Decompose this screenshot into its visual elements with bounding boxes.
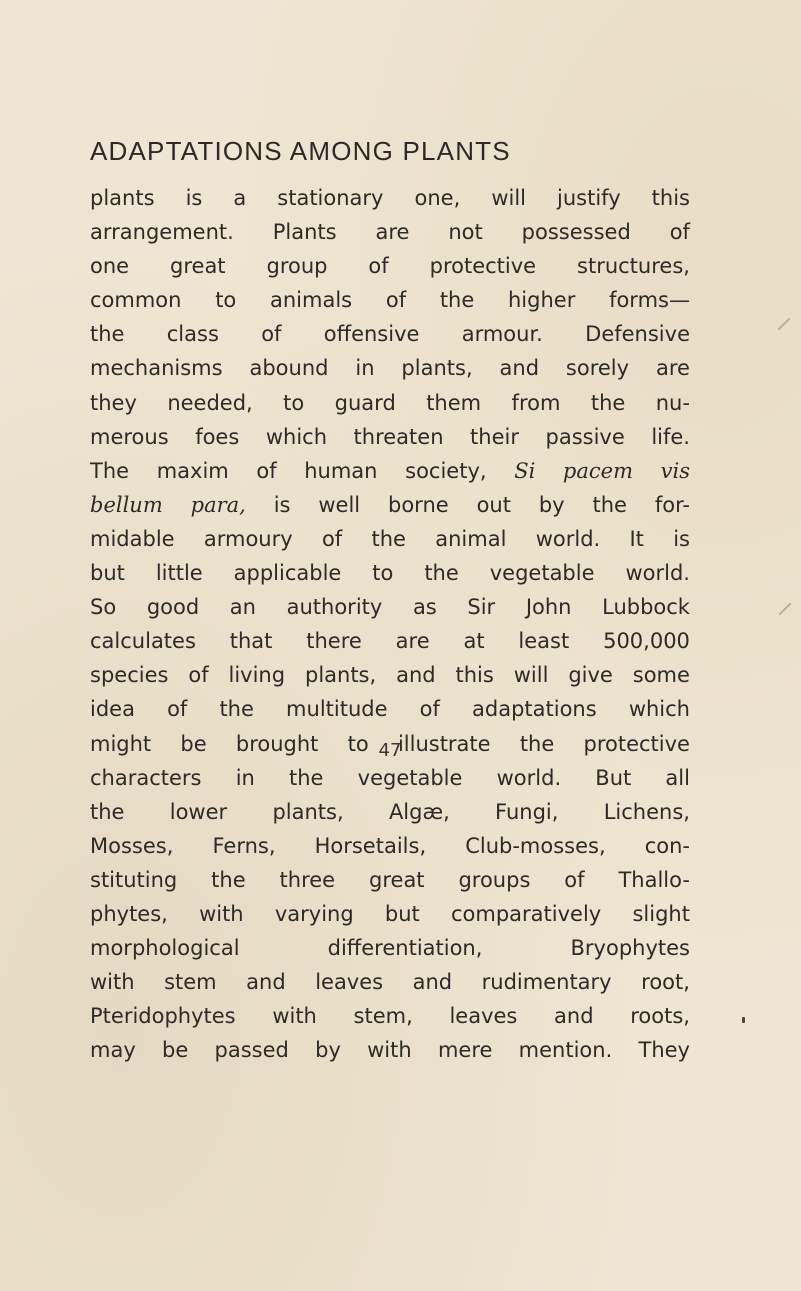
word: structures, xyxy=(577,254,690,279)
word: good xyxy=(146,595,200,620)
word: threaten xyxy=(353,424,444,449)
word: great xyxy=(369,867,425,892)
word: life. xyxy=(651,424,690,449)
word: the xyxy=(590,390,626,415)
word: of xyxy=(419,697,440,722)
word: merous xyxy=(90,424,169,449)
word: abound xyxy=(249,356,329,381)
word: common xyxy=(90,288,182,313)
word: vegetable xyxy=(357,765,463,790)
word: The xyxy=(90,458,130,483)
word: in xyxy=(355,356,375,381)
word: con- xyxy=(644,833,690,858)
word: species xyxy=(90,663,169,688)
text-line xyxy=(90,590,690,624)
word: which xyxy=(628,697,690,722)
word: passed xyxy=(214,1038,289,1063)
word: Lichens, xyxy=(603,799,690,824)
word: will xyxy=(491,186,526,210)
word: some xyxy=(632,663,690,688)
word: are xyxy=(375,220,410,245)
word: might xyxy=(90,731,152,756)
word: are xyxy=(395,629,430,654)
word: plants xyxy=(90,186,155,210)
word: armoury xyxy=(203,526,293,551)
word: of xyxy=(261,322,282,347)
text-line xyxy=(90,386,690,420)
word: all xyxy=(665,765,690,790)
word: and xyxy=(412,970,453,995)
word: with xyxy=(367,1038,412,1063)
text-line xyxy=(90,624,690,658)
word: illustrate xyxy=(397,731,491,756)
word: Plants xyxy=(272,220,337,245)
word: nu- xyxy=(655,390,690,415)
word: from xyxy=(511,390,561,415)
word: world. xyxy=(496,765,562,790)
word: guard xyxy=(334,390,396,415)
word: Lubbock xyxy=(602,595,690,620)
word: least xyxy=(518,629,570,654)
word: passive xyxy=(545,424,625,449)
word: them xyxy=(426,390,482,415)
word: differentiation, xyxy=(327,936,483,961)
word: Defensive xyxy=(585,322,690,347)
word: is xyxy=(273,492,291,517)
text-line xyxy=(90,488,690,522)
word: borne xyxy=(388,492,449,517)
word: mention. xyxy=(518,1038,613,1063)
word: sorely xyxy=(565,356,630,381)
word: of xyxy=(188,663,209,688)
word: So xyxy=(90,595,117,620)
word: higher xyxy=(508,288,576,313)
word: bellum xyxy=(90,492,163,517)
word: pacem xyxy=(562,458,633,483)
word: applicable xyxy=(233,561,342,586)
text-line xyxy=(90,1033,690,1067)
word: as xyxy=(412,595,437,620)
word: this xyxy=(651,186,690,210)
text-line xyxy=(90,999,690,1033)
text-line xyxy=(90,692,690,726)
word: possessed xyxy=(521,220,631,245)
word: one, xyxy=(414,186,461,210)
word: of xyxy=(256,458,277,483)
word: midable xyxy=(90,526,175,551)
word: but xyxy=(90,561,125,586)
word: leaves xyxy=(449,1004,518,1029)
word: a xyxy=(233,186,247,210)
word: 500,000 xyxy=(603,629,690,654)
word: Bryophytes xyxy=(570,936,690,961)
word: groups xyxy=(458,867,531,892)
word: that xyxy=(229,629,273,654)
body-text xyxy=(90,181,690,1067)
word: multitude xyxy=(286,697,388,722)
text-line xyxy=(90,283,690,317)
word: with xyxy=(272,1004,317,1029)
word: arrangement. xyxy=(90,220,234,245)
word: stationary xyxy=(277,186,384,210)
word: but xyxy=(384,901,420,926)
word: Sir xyxy=(467,595,496,620)
word: of xyxy=(669,220,690,245)
word: and xyxy=(396,663,436,688)
word: group xyxy=(266,254,328,279)
word: varying xyxy=(274,901,354,926)
word: in xyxy=(235,765,255,790)
word: and xyxy=(246,970,286,995)
word: give xyxy=(568,663,613,688)
word: root, xyxy=(641,970,690,995)
word: Horsetails, xyxy=(314,833,427,858)
word: leaves xyxy=(315,970,384,995)
text-line xyxy=(90,863,690,897)
word: of xyxy=(321,526,343,551)
word: the xyxy=(439,288,475,313)
word: an xyxy=(229,595,256,620)
word: out xyxy=(476,492,511,517)
word: the xyxy=(90,322,125,347)
word: Ferns, xyxy=(212,833,276,858)
word: society, xyxy=(405,458,487,483)
word: well xyxy=(318,492,361,517)
word: the xyxy=(219,697,254,722)
word: mechanisms xyxy=(90,356,223,381)
word: authority xyxy=(286,595,383,620)
word: protective xyxy=(583,731,690,756)
word: to xyxy=(347,731,369,756)
word: forms— xyxy=(609,288,690,313)
page-number: 47 xyxy=(378,740,402,761)
text-line xyxy=(90,795,690,829)
word: mere xyxy=(437,1038,493,1063)
text-line xyxy=(90,761,690,795)
word: world. xyxy=(535,526,601,551)
word: Club-mosses, xyxy=(465,833,606,858)
word: plants, xyxy=(401,356,473,381)
word: great xyxy=(170,254,226,279)
word: of xyxy=(564,867,585,892)
word: not xyxy=(448,220,483,245)
word: It xyxy=(629,526,644,551)
word: vegetable xyxy=(489,561,595,586)
word: the xyxy=(424,561,459,586)
edge-mark xyxy=(779,603,792,616)
text-line xyxy=(90,351,690,385)
word: the xyxy=(289,765,324,790)
edge-mark xyxy=(778,318,791,331)
text-line xyxy=(90,522,690,556)
word: to xyxy=(372,561,394,586)
word: John xyxy=(525,595,572,620)
text-line xyxy=(90,658,690,692)
word: of xyxy=(368,254,389,279)
word: will xyxy=(513,663,549,688)
word: adaptations xyxy=(472,697,597,722)
word: to xyxy=(215,288,237,313)
word: living xyxy=(228,663,286,688)
word: comparatively xyxy=(451,901,602,926)
text-line xyxy=(90,181,690,215)
word: at xyxy=(463,629,485,654)
word: of xyxy=(167,697,188,722)
word: roots, xyxy=(630,1004,690,1029)
word: maxim xyxy=(156,458,229,483)
text-line xyxy=(90,829,690,863)
word: and xyxy=(499,356,540,381)
word: there xyxy=(306,629,362,654)
word: the xyxy=(371,526,406,551)
word: and xyxy=(554,1004,594,1029)
word: three xyxy=(279,867,336,892)
text-line xyxy=(90,454,690,488)
word: Si xyxy=(514,458,536,483)
word: which xyxy=(265,424,328,449)
word: idea xyxy=(90,697,135,722)
word: the xyxy=(211,867,246,892)
word: world. xyxy=(625,561,690,586)
word: plants, xyxy=(272,799,344,824)
word: vis xyxy=(660,458,690,483)
word: Thallo- xyxy=(618,867,690,892)
word: their xyxy=(470,424,519,449)
text-line xyxy=(90,965,690,999)
word: be xyxy=(180,731,207,756)
word: needed, xyxy=(167,390,253,415)
word: animal xyxy=(435,526,507,551)
word: may xyxy=(90,1038,136,1063)
word: of xyxy=(385,288,407,313)
word: calculates xyxy=(90,629,196,654)
word: stem xyxy=(164,970,217,995)
text-line xyxy=(90,215,690,249)
word: with xyxy=(90,970,135,995)
running-header: ADAPTATIONS AMONG PLANTS xyxy=(90,136,511,166)
word: one xyxy=(90,254,130,279)
word: justify xyxy=(557,186,621,210)
word: stem, xyxy=(353,1004,413,1029)
word: armour. xyxy=(461,322,543,347)
word: Pteridophytes xyxy=(90,1004,236,1029)
word: characters xyxy=(90,765,202,790)
word: para, xyxy=(190,492,246,517)
word: Fungi, xyxy=(495,799,559,824)
word: morphological xyxy=(90,936,240,961)
word: with xyxy=(199,901,244,926)
word: are xyxy=(655,356,690,381)
text-line xyxy=(90,556,690,590)
word: phytes, xyxy=(90,901,168,926)
word: is xyxy=(673,526,690,551)
word: little xyxy=(155,561,203,586)
word: They xyxy=(638,1038,690,1063)
word: plants, xyxy=(304,663,377,688)
word: animals xyxy=(270,288,353,313)
word: human xyxy=(304,458,378,483)
word: be xyxy=(162,1038,189,1063)
word: slight xyxy=(632,901,690,926)
word: the xyxy=(519,731,555,756)
word: the xyxy=(90,799,125,824)
text-line xyxy=(90,897,690,931)
word: Algæ, xyxy=(388,799,450,824)
word: the xyxy=(592,492,627,517)
word: offensive xyxy=(323,322,420,347)
word: this xyxy=(455,663,494,688)
word: lower xyxy=(169,799,228,824)
ink-speck xyxy=(742,1017,745,1023)
text-line xyxy=(90,317,690,351)
text-line xyxy=(90,931,690,965)
word: But xyxy=(595,765,632,790)
word: stituting xyxy=(90,867,178,892)
word: is xyxy=(185,186,203,210)
word: protective xyxy=(429,254,537,279)
text-line xyxy=(90,420,690,454)
word: they xyxy=(90,390,137,415)
word: class xyxy=(166,322,219,347)
word: for- xyxy=(654,492,690,517)
word: to xyxy=(283,390,305,415)
word: by xyxy=(538,492,565,517)
text-line xyxy=(90,249,690,283)
word: foes xyxy=(195,424,240,449)
word: Mosses, xyxy=(90,833,174,858)
word: rudimentary xyxy=(481,970,612,995)
word: by xyxy=(315,1038,341,1063)
word: brought xyxy=(235,731,319,756)
